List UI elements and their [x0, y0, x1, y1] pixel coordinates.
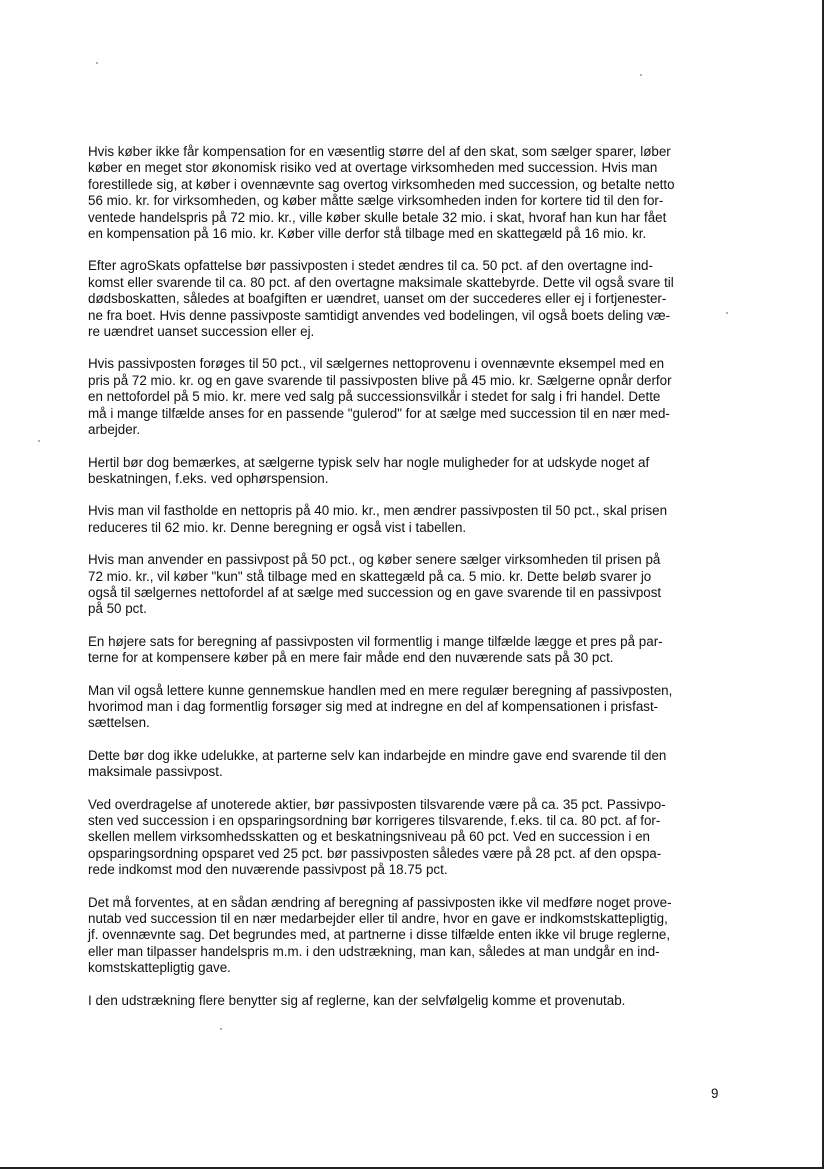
text-line: sættelsen.	[88, 715, 150, 731]
paragraph	[88, 634, 728, 667]
text-line: En højere sats for beregning af passivposten vil formentlig i mange tilfælde lægge et pres på par-	[88, 633, 663, 649]
text-line: maksimale passivpost.	[88, 764, 223, 780]
text-line: Hvis man anvender en passivpost på 50 pct., og køber senere sælger virksomheden til prisen på	[88, 552, 661, 568]
scan-speck	[96, 62, 98, 64]
scan-speck	[220, 1028, 222, 1030]
text-line: må i mange tilfælde anses for en passende "gulerod" for at sælge med succession til en nær med-	[88, 405, 670, 421]
text-line: opsparingsordning opsparet ved 25 pct. bør passivposten således være på 28 pct. af den opspa-	[88, 845, 662, 861]
text-line: terne for at kompensere køber på en mere fair måde end den nuværende sats på 30 pct.	[88, 650, 614, 666]
text-line: ventede handelspris på 72 mio. kr., ville køber skulle betale 32 mio. i skat, hvoraf han kun har fået	[88, 209, 667, 225]
text-line: I den udstrækning flere benytter sig af reglerne, kan der selvfølgelig komme et provenutab.	[88, 992, 626, 1008]
text-line: re uændret uanset succession eller ej.	[88, 324, 315, 340]
text-line: køber en meget stor økonomisk risiko ved at overtage virksomheden med succession. Hvis man	[88, 160, 658, 176]
text-line: 72 mio. kr., vil køber "kun" stå tilbage med en skattegæld på ca. 5 mio. kr. Dette beløb svarer jo	[88, 568, 652, 584]
paragraph	[88, 797, 728, 879]
text-line: skellen mellem virksomhedsskatten og et beskatningsniveau på 60 pct. Ved en succession i en	[88, 829, 650, 845]
paragraph	[88, 503, 728, 536]
text-line: 56 mio. kr. for virksomheden, og køber måtte sælge virksomheden inden for kortere tid til den for-	[88, 193, 664, 209]
text-line: Hvis køber ikke får kompensation for en væsentlig større del af den skat, som sælger sparer, løber	[88, 144, 671, 159]
text-line: Det må forventes, at en sådan ændring af beregning af passivposten ikke vil medføre noget prove-	[88, 894, 672, 910]
text-line: forestillede sig, at køber i ovennævnte sag overtog virksomheden med succession, og betalte netto	[88, 176, 675, 192]
text-line: Man vil også lettere kunne gennemskue handlen med en mere regulær beregning af passivposten,	[88, 682, 673, 698]
paragraph	[88, 683, 728, 732]
text-line: eller man tilpasser handelspris m.m. i den udstrækning, man kan, således at man undgår en ind-	[88, 943, 660, 959]
text-line: sten ved succession i en opsparingsordning bør korrigeres tilsvarende, f.eks. til ca. 80 pct. af for-	[88, 813, 661, 828]
scan-speck	[38, 440, 40, 442]
paragraph	[88, 993, 728, 1009]
text-line: en kompensation på 16 mio. kr. Køber ville derfor stå tilbage med en skattegæld på 16 mio. kr.	[88, 226, 647, 242]
body-text	[88, 144, 728, 1009]
text-line: jf. ovennævnte sag. Det begrundes med, at partnerne i disse tilfælde enten ikke vil bruge reglerne,	[88, 927, 671, 943]
text-line: på 50 pct.	[88, 601, 147, 617]
text-line: arbejder.	[88, 422, 141, 438]
text-line: Dette bør dog ikke udelukke, at parterne selv kan indarbejde en mindre gave end svarende til den	[88, 747, 667, 763]
text-line: nutab ved succession til en nær medarbejder eller til andre, hvor en gave er indkomstskattepligtig,	[88, 911, 668, 927]
paragraph	[88, 144, 728, 242]
paragraph	[88, 258, 728, 340]
paragraph	[88, 455, 728, 488]
text-line: pris på 72 mio. kr. og en gave svarende til passivposten blive på 45 mio. kr. Sælgerne opnår derfor	[88, 372, 672, 388]
text-line: dødsboskatten, således at boafgiften er uændret, uanset om der succederes eller ej i fortjenester-	[88, 291, 667, 307]
text-line: Hvis man vil fastholde en nettopris på 40 mio. kr., men ændrer passivposten til 50 pct., skal prisen	[88, 503, 668, 519]
paragraph	[88, 552, 728, 618]
page-number: 9	[711, 1086, 719, 1101]
text-line: Ved overdragelse af unoterede aktier, bør passivposten tilsvarende være på ca. 35 pct. Passivpo-	[88, 796, 666, 812]
text-line: Efter agroSkats opfattelse bør passivposten i stedet ændres til ca. 50 pct. af den overtagne ind-	[88, 258, 653, 274]
text-line: hvorimod man i dag formentlig forsøger sig med at indregne en del af kompensationen i prisfast-	[88, 698, 659, 714]
text-line: beskatningen, f.eks. ved ophørspension.	[88, 470, 329, 486]
paragraph	[88, 748, 728, 781]
text-line: komst eller svarende til ca. 80 pct. af den overtagne maksimale skattebyrde. Dette vil også svare til	[88, 274, 674, 290]
text-line: reduceres til 62 mio. kr. Denne beregning er også vist i tabellen.	[88, 519, 467, 535]
paragraph	[88, 895, 728, 977]
scan-speck	[640, 74, 642, 76]
text-line: Hvis passivposten forøges til 50 pct., vil sælgernes nettoprovenu i ovennævnte eksempel med en	[88, 356, 665, 372]
text-line: Hertil bør dog bemærkes, at sælgerne typisk selv har nogle muligheder for at udskyde noget af	[88, 454, 650, 470]
paragraph	[88, 356, 728, 438]
text-line: komstskattepligtig gave.	[88, 960, 231, 976]
text-line: også til sælgernes nettofordel af at sælge med succession og en gave svarende til en passivpost	[88, 584, 662, 600]
text-line: en nettofordel på 5 mio. kr. mere ved salg på successionsvilkår i stedet for salg i fri handel. Dette	[88, 389, 661, 405]
text-line: ne fra boet. Hvis denne passivposte samtidigt anvendes ved bodelingen, vil også boets deling væ-	[88, 307, 671, 323]
text-line: rede indkomst mod den nuværende passivpost på 18.75 pct.	[88, 862, 448, 878]
